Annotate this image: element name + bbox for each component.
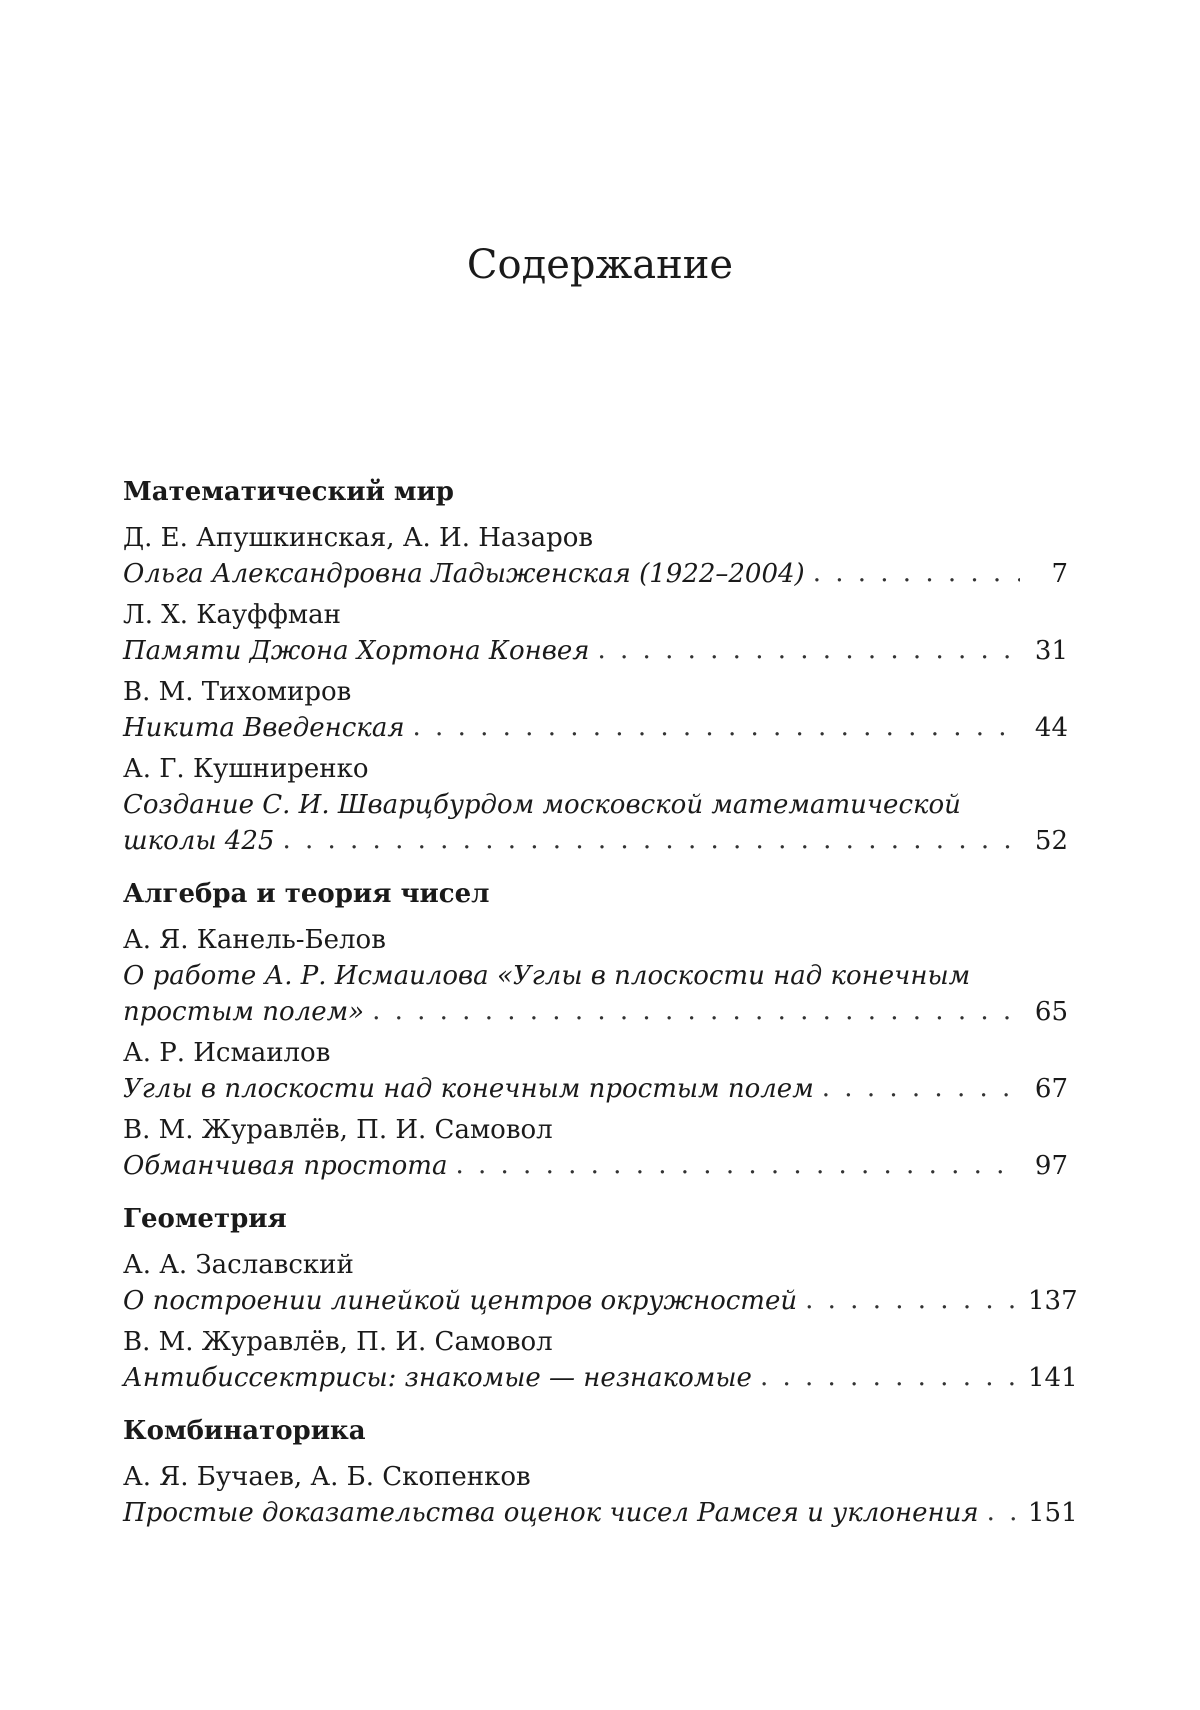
page-number: 65 <box>1028 994 1068 1030</box>
page-number: 67 <box>1028 1071 1068 1107</box>
entry-title-row <box>123 994 1068 1030</box>
dot-leader <box>372 993 1020 1029</box>
page-number: 7 <box>1028 556 1068 592</box>
entry-title: школы 425 <box>123 823 274 859</box>
entry-title: Никита Введенская <box>123 710 405 746</box>
page-number: 97 <box>1028 1148 1068 1184</box>
dot-leader <box>822 1070 1020 1106</box>
toc-section <box>123 1415 1068 1531</box>
entry-title: Углы в плоскости над конечным простым полем <box>123 1071 814 1107</box>
toc-entry[interactable] <box>123 674 1068 746</box>
entry-authors: А. Я. Бучаев, А. Б. Скопенков <box>123 1459 1068 1495</box>
entry-authors: В. М. Журавлёв, П. И. Самовол <box>123 1112 1068 1148</box>
entry-title-row <box>123 1495 1068 1531</box>
entry-title: простым полем» <box>123 994 364 1030</box>
entry-title-line: Создание С. И. Шварцбурдом московской математической <box>123 787 1068 823</box>
toc-entry[interactable] <box>123 1112 1068 1184</box>
entry-title: Антибиссектрисы: знакомые — незнакомые <box>123 1360 752 1396</box>
page-number: 52 <box>1028 823 1068 859</box>
entry-title: Памяти Джона Хортона Конвея <box>123 633 590 669</box>
toc-entry[interactable] <box>123 520 1068 592</box>
entry-title-row <box>123 633 1068 669</box>
toc-entry[interactable] <box>123 922 1068 1030</box>
toc-entry[interactable] <box>123 1324 1068 1396</box>
entry-title-row <box>123 1071 1068 1107</box>
table-of-contents <box>123 476 1068 1536</box>
entry-title-line: О работе А. Р. Исмаилова «Углы в плоскости над конечным <box>123 958 1068 994</box>
entry-title-row <box>123 1360 1068 1396</box>
toc-entry[interactable] <box>123 597 1068 669</box>
entry-authors: А. Я. Канель-Белов <box>123 922 1068 958</box>
section-title: Комбинаторика <box>123 1415 1068 1447</box>
dot-leader <box>598 632 1021 668</box>
dot-leader <box>455 1147 1020 1183</box>
entry-authors: Л. Х. Кауффман <box>123 597 1068 633</box>
page-number: 44 <box>1028 710 1068 746</box>
page-number: 137 <box>1028 1283 1068 1319</box>
toc-entry[interactable] <box>123 1035 1068 1107</box>
entry-authors: А. А. Заславский <box>123 1247 1068 1283</box>
dot-leader <box>987 1494 1020 1530</box>
toc-entry[interactable] <box>123 1247 1068 1319</box>
page-number: 141 <box>1028 1360 1068 1396</box>
toc-section <box>123 1203 1068 1396</box>
toc-section <box>123 878 1068 1184</box>
entry-authors: Д. Е. Апушкинская, А. И. Назаров <box>123 520 1068 556</box>
entry-authors: В. М. Журавлёв, П. И. Самовол <box>123 1324 1068 1360</box>
entry-title-row <box>123 556 1068 592</box>
page-number: 31 <box>1028 633 1068 669</box>
section-title: Геометрия <box>123 1203 1068 1235</box>
dot-leader <box>282 822 1020 858</box>
toc-entry[interactable] <box>123 751 1068 859</box>
dot-leader <box>413 709 1020 745</box>
entry-title: О построении линейкой центров окружностей <box>123 1283 797 1319</box>
page-number: 151 <box>1028 1495 1068 1531</box>
entry-title-row <box>123 1148 1068 1184</box>
section-title: Алгебра и теория чисел <box>123 878 1068 910</box>
toc-section <box>123 476 1068 859</box>
dot-leader <box>813 555 1020 591</box>
entry-title: Обманчивая простота <box>123 1148 447 1184</box>
entry-authors: А. Р. Исмаилов <box>123 1035 1068 1071</box>
entry-title-row <box>123 710 1068 746</box>
entry-title: Простые доказательства оценок чисел Рамсея и уклонения <box>123 1495 979 1531</box>
entry-title: Ольга Александровна Ладыженская (1922–2004) <box>123 556 805 592</box>
toc-entry[interactable] <box>123 1459 1068 1531</box>
entry-title-row <box>123 1283 1068 1319</box>
dot-leader <box>760 1359 1020 1395</box>
section-title: Математический мир <box>123 476 1068 508</box>
dot-leader <box>805 1282 1020 1318</box>
page-title: Содержание <box>0 240 1200 290</box>
entry-authors: А. Г. Кушниренко <box>123 751 1068 787</box>
entry-authors: В. М. Тихомиров <box>123 674 1068 710</box>
entry-title-row <box>123 823 1068 859</box>
